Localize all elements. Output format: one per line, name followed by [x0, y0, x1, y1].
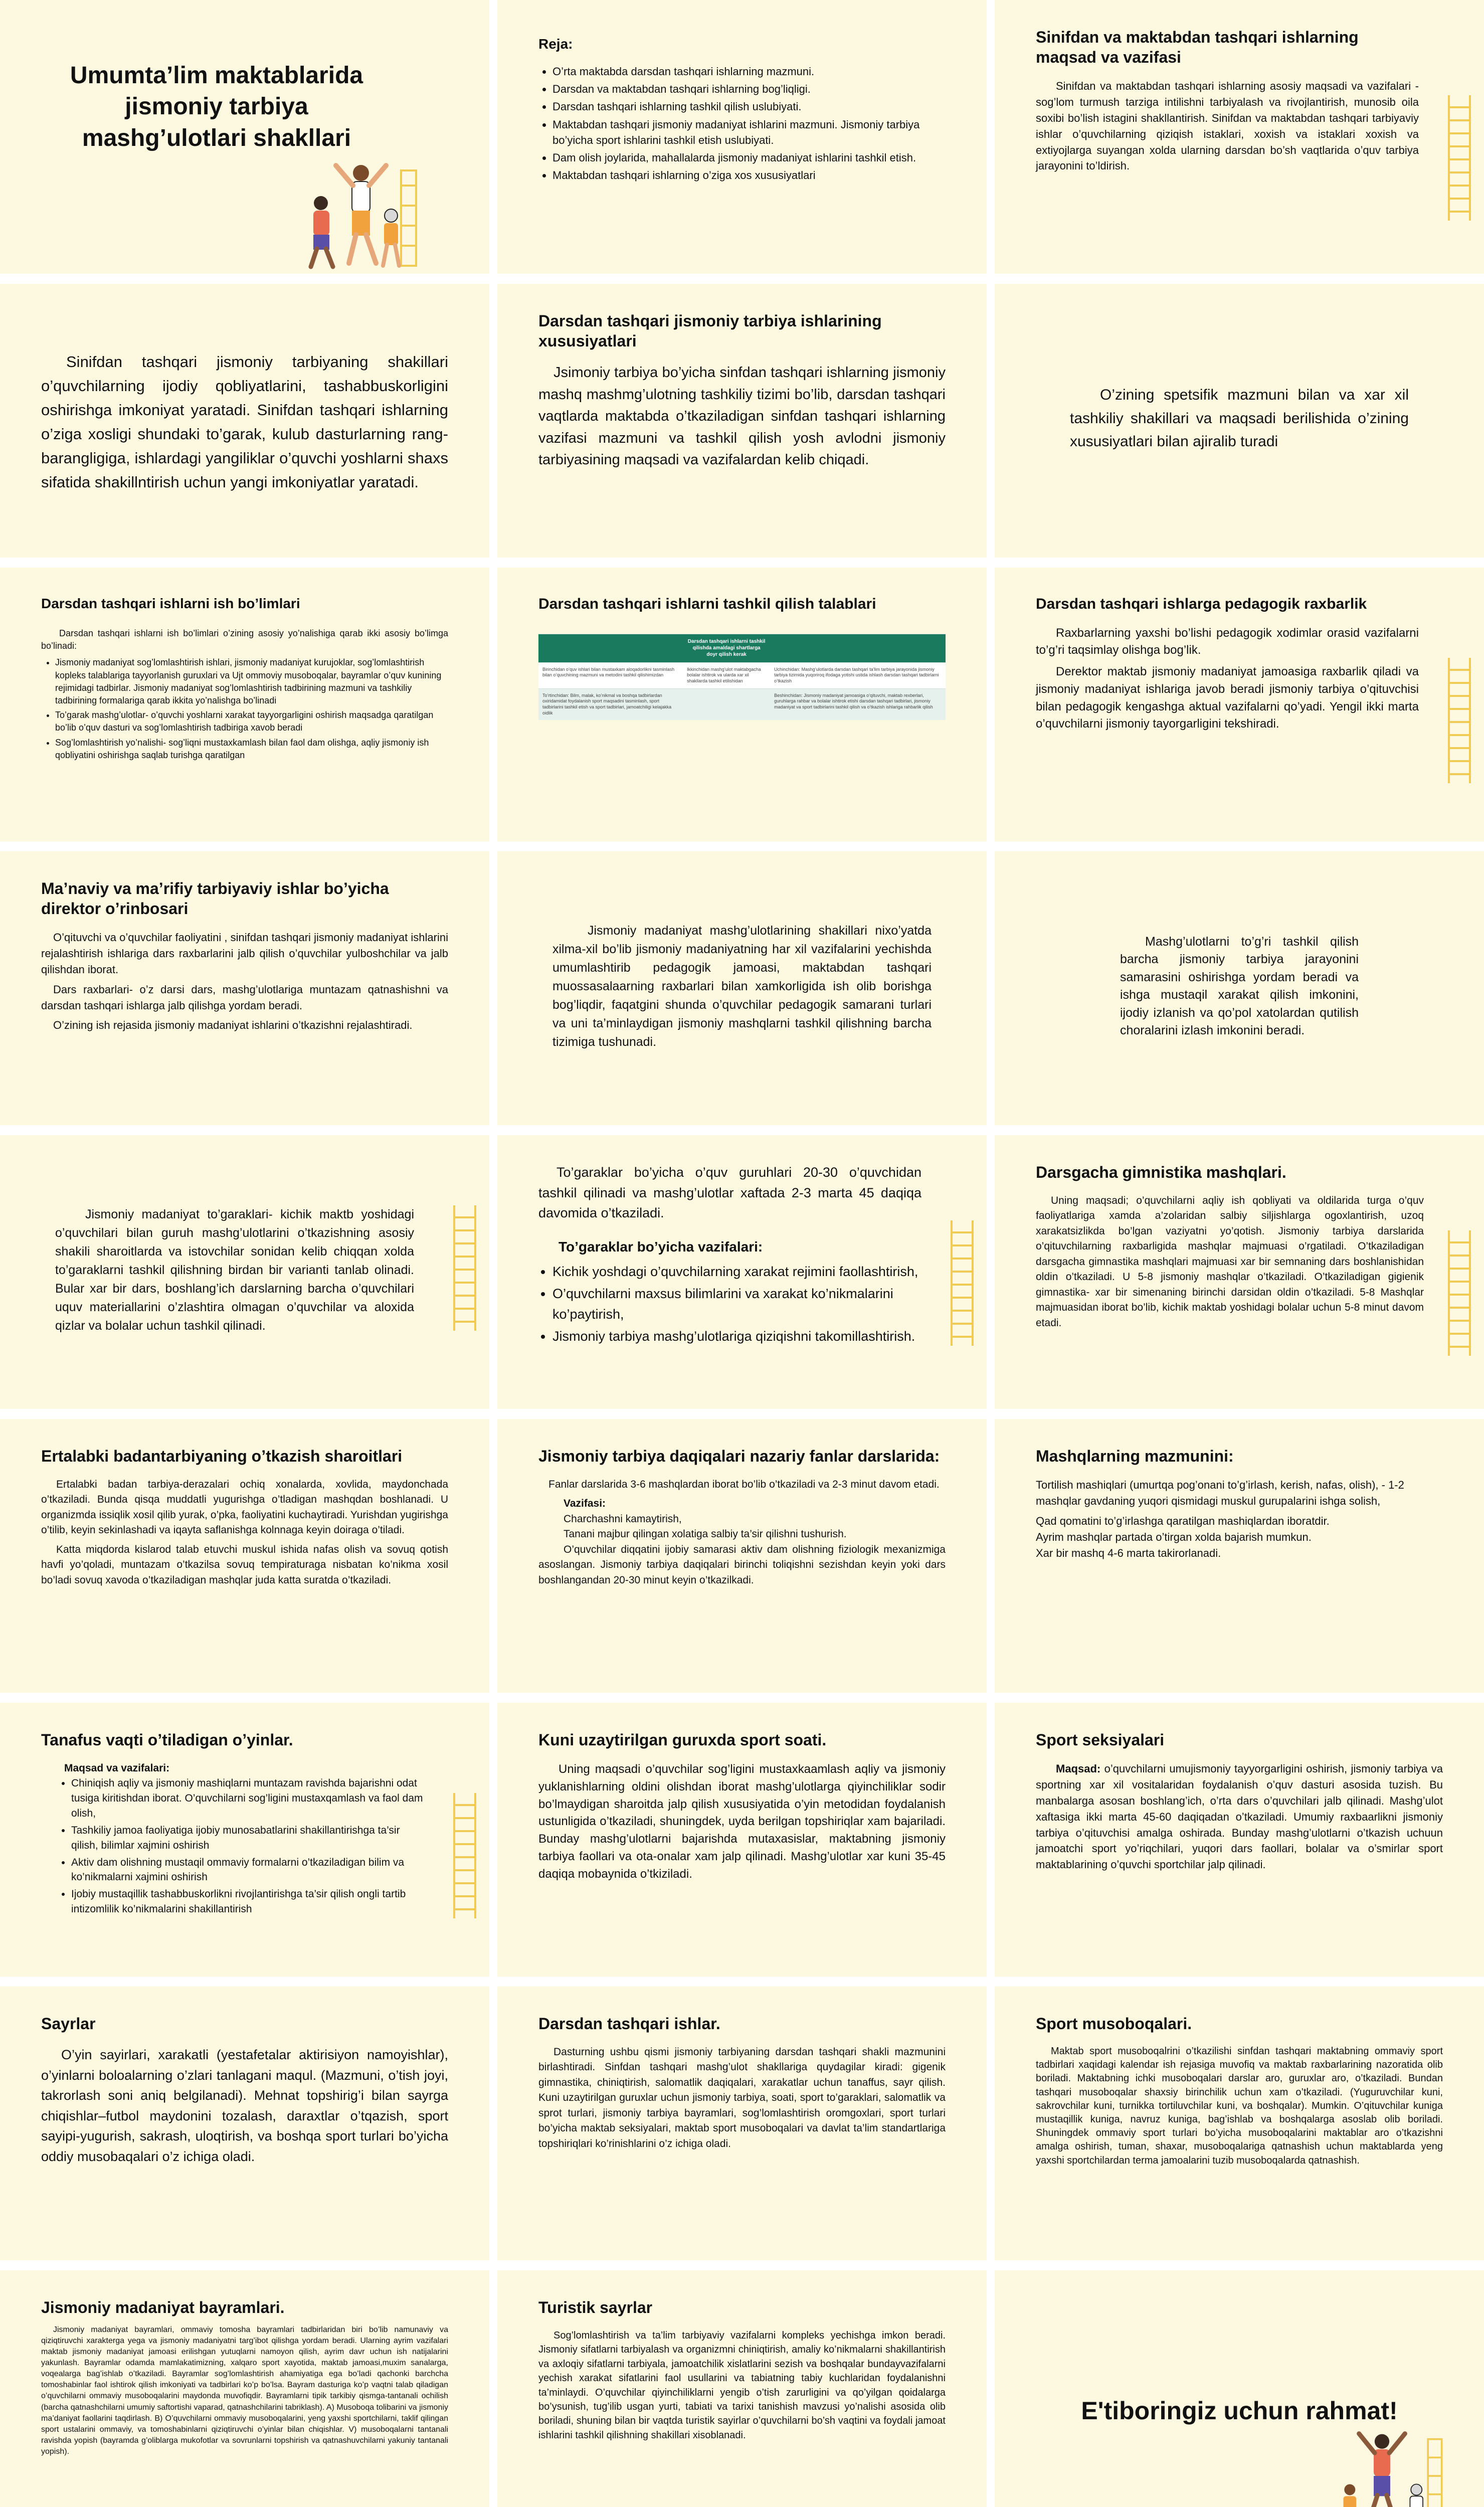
ladder-icon [1448, 1230, 1471, 1356]
thanks-title: E'tiboringiz uchun rahmat! [1081, 2397, 1398, 2425]
exercising-people-icon [1336, 2421, 1456, 2507]
slide-features [497, 284, 987, 558]
slide-goals [995, 0, 1484, 274]
slide-text: Derektor maktab jismoniy madaniyat jamoasiga raxbarlik qiladi va jismoniy madaniyat ishlariga javob beradi jismoniy tarbiya o’qituvchisi bilan pedagogik kengashga aktual vazifalarni qo’yadi. Yengil ikki marta o’quvchilarni jismoniy tayorgarligini tekshiradi. [1036, 665, 1419, 731]
slide-text: O’zining spetsifik mazmuni bilan va xar xil tashkiliy shakillari va maqsadi berilishida o’zining xususiyatlari bilan ajiralib turadi [1070, 387, 1409, 450]
slide-text: O’qituvchi va o’quvchilar faoliyatini , sinifdan tashqari jismoniy madaniyat ishlarini rejalashtirish ishlariga dars raxbarlarini jalb qilish o’quvchilar yulboshchilar va jalb qilishdan iborat. [41, 931, 448, 976]
slide-heading: Kuni uzaytirilgan guruxda sport soati. [538, 1731, 827, 1749]
table-row [538, 688, 946, 720]
slide-plan [497, 0, 987, 274]
slide-subheading: To’garaklar bo’yicha vazifalari: [559, 1238, 763, 1255]
table-header-cell [538, 634, 683, 662]
slide-text: Maktab sport musoboqalrini o’tkazilishi sinfdan tashqari maktabning ommaviy sport tadbirlari xaqidagi kalendar ish rejasiga muvofiq va maktab raxbarlarining nazoratida olib boriladi. Maktabning ichki musoboqalari darslar aro, guruxlar aro, o’tkaziladi. Bundan tashqari musoboqalar shaxsiy birinchilik uchun xam o’tkaziladi. (Yuguruvchilar kuni, sakrovchilar kuni, turnikka tortiluvchilar kuni, va boshqalar). Mumkin. O’qituvchilar kuniga mustaqillik kuniga, navruz kuniga, bag’ishlab va boshqalarga asoslab olib boriladi. Shuningdek ommaviy sport turlari bo’yicha musoboqalarini maktablar aro o’tkazishni amalga oshirish, tuman, shaxar, musoboqalariga qatnashish uchun maktablarda yeng yaxshi sportchilardan terma jamoalarini tuzib musoboqalarda qatnashish. [1036, 2046, 1443, 2166]
table-header-cell: Darsdan tashqari ishlarni tashkil qilishda amaldagi shartlarga doyr qilish kerak [683, 634, 770, 662]
table-cell: Beshinchidan: Jismoniy madaniyat jamoasiga o’qituvchi, maktab rexberlari, guruhlarga rahbar va bolalar ishtirok etishi darsdan tashqari tadbirlari, jismoniy madaniyat va sport tadbirlarini tashkil qilish va o’tkazish ishlariga rahbarlik qilish [770, 688, 946, 720]
slide-text: Jismoniy madaniyat to’garaklari- kichik maktb yoshidagi o’quvchilari bilan guruh mashg’ulotlarini o’tkazishning asosiy shakili sharoitlarda va istovchilar sonidan kelib chiqqan xolda to’garaklarni tashkil qilishning birdan bir varianti tanlab olinadi. Bular xar bir dars, boshlang’ich darslarning barcha o’quvchilari uquv materiallarini o’zlashtira olmagan o’quvchilar va aloxida qizlar va bolalar uchun tashkil qilinadi. [55, 1207, 414, 1333]
list-item: • Aktiv dam olishning mustaqil ommaviy formalarni o’tkaziladigan bilim va ko’nikmalarni xajmini oshirish [71, 1855, 424, 1885]
list-item: • Maktabdan tashqari ishlarning o’ziga xos xususiyatlari [552, 167, 946, 183]
slide-text: O’quvchilar diqqatini ijobiy samarasi aktiv dam olishning fiziologik mexanizmiga asoslangan. Jismoniy tarbiya daqiqalari birinchi toliqishni sezishdan keyin yoki dars boshlangandan 20-30 minut keyin o’tkazilkadi. [538, 1543, 946, 1586]
slide-competitions [995, 1987, 1484, 2260]
slide-heading: Darsdan tashqari ishlarni ish bo’limlari [41, 596, 300, 611]
table-header-cell [770, 634, 946, 662]
table-cell: Uchinchidan: Mashg’ulotlarda darsdan tashqari ta’lim tarbiya jarayonida jismoniy tarbiya tizimida yuqoriroq ifodaga yotishi ustida ishlash darsdan tashqari tadbirlarni o’tkazish [770, 662, 946, 688]
slide-text: Uning maqsadi o’quvchilar sog’ligini mustaxkaamlash aqliy va jismoniy yuklanishlarning oldini olishdan iborat mashg’ulotlarga qiyinchiliklar sodir bo’lmaydigan sharoitda jalp qilish xususiyatida o’yin metodidan foydalanish ustunligida o’tkaziladi, shuningdek, uyda berilgan topshiriqlar xam bajariladi. Bunday mashg’ulotlarni bajarishda mutaxasislar, maktabning jismoniy tarbiya faollari va ota-onalar xam jalp qilinadi. Mashg’ulotlar xar kuni 35-45 daqiqa mobaynida o’tkiziladi. [538, 1762, 946, 1881]
slide-text: Dasturning ushbu qismi jismoniy tarbiyaning darsdan tashqari shakli mazmunini birlashtiradi. Sinfdan tashqari mashg’ulot shakllariga quydagilar kiradi: gigenik gimnastika, chiniqtirish, salomatlik daqiqalari, xarakatlar uchun tanaffus, sayr qilish. Kuni uzaytirilgan guruxlar uchun jismoniy tarbiya, soati, sport to’garaklari, salomatlik va sprot turlari, jismoniy tarbiya bayramlari, sog’lomlashtirish oromgoxlari, sport turlari bo’yicha maktab seksiyalari, maktab sport musoboqalari va davlat ta’lim standartlariga topshiriqlari ko’rinishlarini o’z ichiga oladi. [538, 2046, 946, 2150]
list-item: • Dam olish joylarida, mahallalarda jismoniy madaniyat ishlarini tashkil etish. [552, 150, 946, 165]
slide-text: Jismoniy madaniyat bayramlari, ommaviy tomosha bayramlari tadbirlaridan biri bo’lib namunaviy va qiziqtiruvchi xarakterga yega va jismoniy madaniyatni targ’ibot qilishga yordam beradi. Ularning ayrim vazifalari maktab jismoniy madaniyat jamoasi erilishgan yutuqlarni namoyon qilish, ayrim davr uchun ish natijalarini yakunlash. Bayramlar odamda mamlakatimizning, xalqaro sport xayotida, maktab jamoasi,muxim sanalarga, voqealarga bag’ishlab o’tkaziladi. Bayramlar sog’lomlashtirish ahamiyatiga ega bo’ladi qachonki barchcha tomoshabinlar faol ishtirok qilish imkoniyati va tadbirlari ko’p bo’lsa. Bayram dasturiga ko’p vaqtni talab qiladigan o’quvchilarni ommaviy musoboqalarini maydonda muvofiqdir. Bayramlarni tipik tarkibiy qismga-tantanali ochilish (barcha qatnashchilarni umumiy saftortishi vaparad, qatnashchilarini tabriklash). A) Musoboqa tolibarini va jismoniy ma’daniyat faollarini taqdirlash. B) O’quvchilarni ommaviy musoboqalarini, yeng yaxshi sportchilarni, taklif qilingan sport ustalarini ommaviy, va tomoshabinlarni qiziqtiruvchi o’yinlar bilan chiqishlar. V) musoboqalarni tantanali ravishda yopish (bayramda g’oliblarga mukofotlar va sovrunlarni topshirish va qatnashuvchilarni yakuniy tantanali yopish). [41, 2325, 448, 2456]
ladder-icon [951, 1220, 974, 1346]
slide-morning [0, 1419, 489, 1693]
slide-heading: Jismoniy madaniyat bayramlari. [41, 2298, 285, 2316]
slide-heading: Sinifdan va maktabdan tashqari ishlarning maqsad va vazifasi [1036, 28, 1359, 66]
tasks-list [538, 1262, 921, 1347]
slide-text: O’yin sayirlari, xarakatli (yestafetalar aktirisiyon namoyishlar), o’yinlarni boloalarning o’zlari tanlagani maqul. (Mazmuni, o’tish joyi, takrorlash soni aniq belgilanadi). Mehnat topshirig’i bilan sayrga chiqishlar–futbol maydonini tozalash, daraxtlar o’tqazish, sport sayipi-yugurish, sakrash, uloqtirish, va boshqa sport turlari bo’yicha oddiy musobaqalari o’z ichiga oladi. [41, 2047, 448, 2164]
goals-list [41, 1776, 424, 1916]
list-item: • Darsdan va maktabdan tashqari ishlarning bog’liqligi. [552, 81, 946, 97]
list-item: • Maktabdan tashqari jismoniy madaniyat ishlarini mazmuni. Jismoniy tarbiya bo’yicha sport ishlarini tashkil etish uslubiyati. [552, 117, 946, 148]
slide-heading: Jismoniy tarbiya daqiqalari nazariy fanlar darslarida: [538, 1447, 940, 1465]
slide-text: Charchashni kamaytirish, [564, 1513, 682, 1525]
slide-forms [0, 284, 489, 558]
slide-text [1036, 1761, 1443, 1873]
table-cell: To’rtinchidan: Bilm, malak, ko’nikmal va boshqa tadbirlardan oxiridamidat foydalanish sport maqsadini tasminlash, sport tadbirlarini tashkil etish va sport tadbirlari, jamoatchiligi kelajakka oidlik [538, 688, 683, 720]
slide-heading: Mashqlarning mazmunini: [1036, 1447, 1234, 1465]
slide-pedagogic [995, 568, 1484, 841]
slide-heading: Darsdan tashqari ishlar. [538, 2015, 720, 2033]
slide-text: Darsdan tashqari ishlarni ish bo’limlari o’zining asosiy yo’nalishiga qarab ikki asosiy bo’limga bo’linadi: [41, 628, 448, 651]
slide-organization [995, 851, 1484, 1125]
slide-text: Fanlar darslarida 3-6 mashqlardan iborat bo’lib o’tkaziladi va 2-3 minut davom etadi. [548, 1479, 940, 1490]
table-cell: Ikkinchidan mashg’ulot maktabgacha bolalar ishtirok va ularda xar xil shakllarda tashkil etilishidan [683, 662, 770, 688]
slide-text: Jsimoniy tarbiya bo’yicha sinfdan tashqari ishlarning jismoniy mashq mashmg’ulotning tashkiliy tizimi bo’lib, darsdan tashqari vaqtlarda maktabda o’tkaziladigan sinfdan tashqari ishlarning vazifasi mazmuni va tashkil qilish yosh avlodni jismoniy tarbiyasining maqsadi va vazifalardan kelib chiqadi. [538, 365, 946, 468]
presentation-title: Umumta’lim maktablarida jismoniy tarbiya mashg’ulotlari shakllari [70, 62, 363, 151]
slide-heading: Turistik sayrlar [538, 2298, 653, 2316]
slide-diversity [497, 851, 987, 1125]
slide-heading: Sayrlar [41, 2015, 96, 2033]
slide-text: Sog’lomlashtirish va ta’lim tarbiyaviy vazifalarni kompleks yechishga imkon beradi. Jismoniy sifatlarni tarbiyalash va organizmni chiniqtirish, amaliy ko’nikmalarni shakillantirish va axloqiy sifatlarni tarbiyala, jamoatchilik xislatlarini sezish va boshqalar bundayvazifalarni yechish xarakat sifatlarini faol usullarini va tabiatning tabiy kuchlaridan foydalanishni ta’minlaydi. O’quvchilar qiyinchiliklarni yengib o’tish zarurligini va qo’yilgan qoidalarga bo’ysunish, tug’ilib usgan yurti, tabiati va tarixi tanishish mavzusi yo’nalishi asosida olib boriladi, shuning bilan bir vaqtda turistik sayirlar o’quvchilarni bo’sh vaqtini va foydali jamoat ishlarini tashkil qilishning shakillari xisoblanadi. [538, 2330, 946, 2441]
slide-walks [0, 1987, 489, 2260]
requirements-table [538, 634, 946, 721]
slide-text: Raxbarlarning yaxshi bo’lishi pedagogik xodimlar orasid vazifalarni to’g’ri taqsimlay olishga bog’lik. [1036, 626, 1419, 657]
slide-specific [995, 284, 1484, 558]
slide-gymnastics [995, 1135, 1484, 1409]
slide-text: O’zining ish rejasida jismoniy madaniyat ishlarini o’tkazishni rejalashtiradi. [53, 1019, 413, 1032]
slide-text: Katta miqdorda kislarod talab etuvchi muskul ishida nafas olish va sovuq qotish havfi yo’qoladi, muntazam o’tkazilsa sovuq tempiraturaga nisbatan ko’nikma xosil bo’ladi sovuq xavoda o’tkaziladigan mashqlar juda katta suratda o’tkaziladi. [41, 1543, 448, 1586]
list-item: • Tashkiliy jamoa faoliyatiga ijobiy munosabatlarini shakillantirishga ta’sir qilish, bilimlar xajmini oshirish [71, 1823, 424, 1853]
slide-text: To’garaklar bo’yicha o’quv guruhlari 20-30 o’quvchidan tashkil qilinadi va mashg’ulotlar xaftada 2-3 marta 45 daqiqa davomida o’tkaziladi. [538, 1165, 921, 1220]
sections-list [41, 656, 448, 762]
slide-subheading: Vazifasi: [564, 1498, 606, 1510]
list-item: • O’quvchilarni maxsus bilimlarini va xarakat ko’nikmalarini ko’paytirish, [552, 1284, 921, 1324]
slide-extracurricular [497, 1987, 987, 2260]
slide-tourism [497, 2270, 987, 2507]
slide-heading: Ertalabki badantarbiyaning o’tkazish sharoitlari [41, 1447, 403, 1465]
slide-text: Dars raxbarlari- o’z darsi dars, mashg’ulotlariga muntazam qatnashishni va darsdan tashqari ishlarga jalb qilishga yordam beradi. [41, 983, 448, 1012]
slide-minutes [497, 1419, 987, 1693]
list-item: • Ijobiy mustaqillik tashabbuskorlikni rivojlantirishga ta’sir qilish ongli tartib intizomlilik ko’nikmalarini shakillantirish [71, 1887, 424, 1917]
slide-heading: Ma’naviy va ma’rifiy tarbiyaviy ishlar bo’yicha direktor o’rinbosari [41, 879, 389, 918]
table-cell: Birinchidan o’quv ishlari bilan mustaxkam aloqadorlikni tasminlash bilan o’quvchining mazmuni va metodini tashkil qilishimizdan [538, 662, 683, 688]
table-cell [683, 688, 770, 720]
slide-text: Sinifdan tashqari jismoniy tarbiyaning shakillari o’quvchilarning ijodiy qobliyatlarini, tashabbuskorligini oshirishga imkoniyat yaratadi. Sinifdan tashqari ishlarning o’ziga xosligi shundaki to’garak, kulub dasturlarning rang-barangligiga, ishlardagi yangiliklar o’quvchi yoshlarni shaxs sifatida shakillntirish uchun yangi imkoniyatlar yaratadi. [41, 352, 448, 491]
slide-deputy [0, 851, 489, 1125]
exercising-people-icon [301, 150, 431, 271]
list-item: • Jismoniy madaniyat sog’lomlashtirish ishlari, jismoniy madaniyat kurujoklar, sog’lomlashtirish kopleks talablariga tayyorlanish guruxlari va Ujt ommoviy musoboqalar, bayramlar o’quv kunining rejimidagi tadbirlar. Jismoniy madaniyat sog’lomlashtirish tadbirining mazmuni va tashkiliy tadbirining formalariga qarab ikkita yo’nalishga bo’linadi [55, 656, 448, 707]
slide-text: Sinifdan va maktabdan tashqari ishlarning asosiy maqsadi va vazifalari - sog’lom turmush tarziga intilishni tarbiyalash va rivojlantirish, munosib oila soxibi bo’lish istagini shakllantirish. Sinifdan va maktabdan tashqari tarbiyaviy ishlar o’quvchilarning qiziqish istaklari, xoxish va istaklari xoxish va extiyojlarga suyangan xolda ularning darsdan bo’sh vaqtlarida o’quv tarbiya jarayonini to’ldirish. [1036, 80, 1419, 172]
slide-text: Xar bir mashq 4-6 marta takirorlanadi. [1036, 1546, 1221, 1559]
slide-holidays [0, 2270, 489, 2507]
slide-text: Tortilish mashiqlari (umurtqa pog’onani to’g’irlash, kerish, nafas, olish), - 1-2 mashqlar gavdaning yuqori qismidagi muskul gurupalarini ishga solish, [1036, 1479, 1404, 1507]
lead-label: Maqsad: [1056, 1762, 1101, 1775]
slide-heading: Tanafus vaqti o’tiladigan o’yinlar. [41, 1731, 293, 1749]
list-item: • Chiniqish aqliy va jismoniy mashiqlarni muntazam ravishda bajarishni odat tusiga kiritishdan iborat. O’quvchilarni sog’ligini mustaxqamlash va faol dam olish, [71, 1776, 424, 1821]
slide-heading: Sport seksiyalari [1036, 1731, 1165, 1749]
list-item: • Jismoniy tarbiya mashg’ulotlariga qiziqishni takomillashtirish. [552, 1326, 921, 1347]
slide-exercise-content [995, 1419, 1484, 1693]
slide-subheading: Maqsad va vazifalari: [64, 1762, 170, 1774]
slide-text: Mashg’ulotlarni to’g’ri tashkil qilish barcha jismoniy tarbiya jarayonini samarasini oshirishga yordam beradi va ishga mustaqil xarakat qilish imkonini, ijodiy izlanish va qo’pol xatolardan qutilish choralarini izlash imkonini beradi. [1120, 934, 1359, 1037]
slide-break-games [0, 1703, 489, 1977]
plan-list [538, 64, 946, 184]
slide-heading: Darsdan tashqari ishlarga pedagogik raxbarlik [1036, 596, 1367, 612]
slide-requirements [497, 568, 987, 841]
slide-heading: Darsgacha gimnistika mashqlari. [1036, 1163, 1286, 1181]
list-item: • Kichik yoshdagi o’quvchilarning xarakat rejimini faollashtirish, [552, 1262, 921, 1282]
slide-text: Jismoniy madaniyat mashg’ulotlarining shakillari nixo’yatda xilma-xil bo’lib jismoniy madaniyatning har xil vazifalarini yechishda umumlashtirib pedagogik jamoasi, maktabdan tashqari muossasalaarning raxbarlari bilan xamkorligida ish olib borishga bog’liqdir, faqatgini shunda o’quvchilar pedagogik samarani turlari va uni ta’minlaydigan jismoniy mashqlarni tashkil qilishning barcha tizimiga tushunadi. [552, 923, 932, 1049]
table-row [538, 662, 946, 688]
slide-thanks [995, 2270, 1484, 2507]
slide-circles [0, 1135, 489, 1409]
slide-text: Ertalabki badan tarbiya-derazalari ochiq xonalarda, xovlida, maydonchada o’tkaziladi. Bunda qisqa muddatli yugurishga o’tladigan mashqdan boshlanadi. U organizmda issiqlik xosil qilib yurak, o’pka, faoliyatini kuchaytiradi. Yurishdan yugirishga o’tilib, keyin sekinlashadi va iqayta saflanishga kolnnaga keyin doiraga o’tiladi. [41, 1479, 448, 1536]
ladder-icon [1448, 658, 1471, 783]
ladder-icon [453, 1205, 476, 1331]
list-item: • To’garak mashg’ulotlar- o’quvchi yoshlarni xarakat tayyorgarligini oshirish maqsadga qaratilgan bo’lib o’quv dasturi va sog’lomlashtirish tadbiriga xavob beradi [55, 709, 448, 734]
slide-heading: Darsdan tashqari ishlarni tashkil qilish talablari [538, 596, 876, 612]
slide-text: Uning maqsadi; o’quvchilarni aqliy ish qobliyati va oldilarida turga o’quv faoliyatlariga xamda a’zolaridan salbiy siljishlarga ogoxlantirish, uzoq xarakatsizlikda bo’lgan vaziyatni yo’qotish. Jismoniy tarbiya darslarida o’qituvchilarning raxbarligida mashqlar majmuasi o’rgatiladi. O’tkaziladigan darsgacha gimnastika mashqlari majmuasi xar bir semnaning dars boshlanishidan oldin o’tkaziladi. U 5-8 jismoniy mashqlar o’tkaziladi. O’tkaziladigan gigienik gimnastika- xar bir simenaning birinchi darsidan oldin o’tkaziladi. 5-8 Mashqlar majmuasidan iborat bo’lib, kichik maktab yoshidagi bolalar uchun 5-8 minut davom etadi. [1036, 1195, 1424, 1329]
slide-text: Tanani majbur qilingan xolatiga salbiy ta’sir qilishni tushurish. [564, 1528, 847, 1540]
slide-text: Qad qomatini to’g’irlashga qaratilgan mashiqlardan iboratdir. [1036, 1514, 1330, 1527]
plan-title: Reja: [538, 36, 573, 52]
list-item: • Darsdan tashqari ishlarning tashkil qilish uslubiyati. [552, 99, 946, 114]
slide-text: Ayrim mashqlar partada o’tirgan xolda bajarish mumkun. [1036, 1530, 1312, 1543]
slide-sections [0, 568, 489, 841]
slide-title [0, 0, 489, 274]
ladder-icon [453, 1793, 476, 1918]
list-item: • O’rta maktabda darsdan tashqari ishlarning mazmuni. [552, 64, 946, 79]
list-item: • Sog’lomlashtirish yo’nalishi- sog’liqni mustaxkamlash bilan faol dam olishga, aqliy jismoniy ish qobliyatini oshirishga saqlab turishga qaratilgan [55, 737, 448, 762]
slide-heading: Sport musoboqalari. [1036, 2015, 1192, 2033]
slide-circle-groups [497, 1135, 987, 1409]
slide-sport-sections [995, 1703, 1484, 1977]
lead-text: o’quvchilarni umujismoniy tayyorgarligini oshirish, jismoniy tarbiya va sportning xar xil vositalaridan foydalanish o’quv dasturi asosida tuzish. Bu manbalarga asosan boshlang’ich, o’rta dars o’quvchilari jalb qilinadi. Mashg’ulot xaftasiga ikki marta 45-60 daqiqadan o’tkaziladi. Umumiy raxbaarlikni jismoniy tarbiya o’qituvchisi amalga oshirada. Bunday mashg’ulotlarni o’tkazish uchuun jamoatchi sport yo’riqchilari, yuqori dars faollari, bolalar va o’smirlar sport maktablarining o’quvchi sportchilar jalp qilinadi. [1036, 1762, 1443, 1871]
ladder-icon [1448, 95, 1471, 221]
slide-sport-hour [497, 1703, 987, 1977]
slide-heading: Darsdan tashqari jismoniy tarbiya ishlarining xususiyatlari [538, 312, 882, 350]
